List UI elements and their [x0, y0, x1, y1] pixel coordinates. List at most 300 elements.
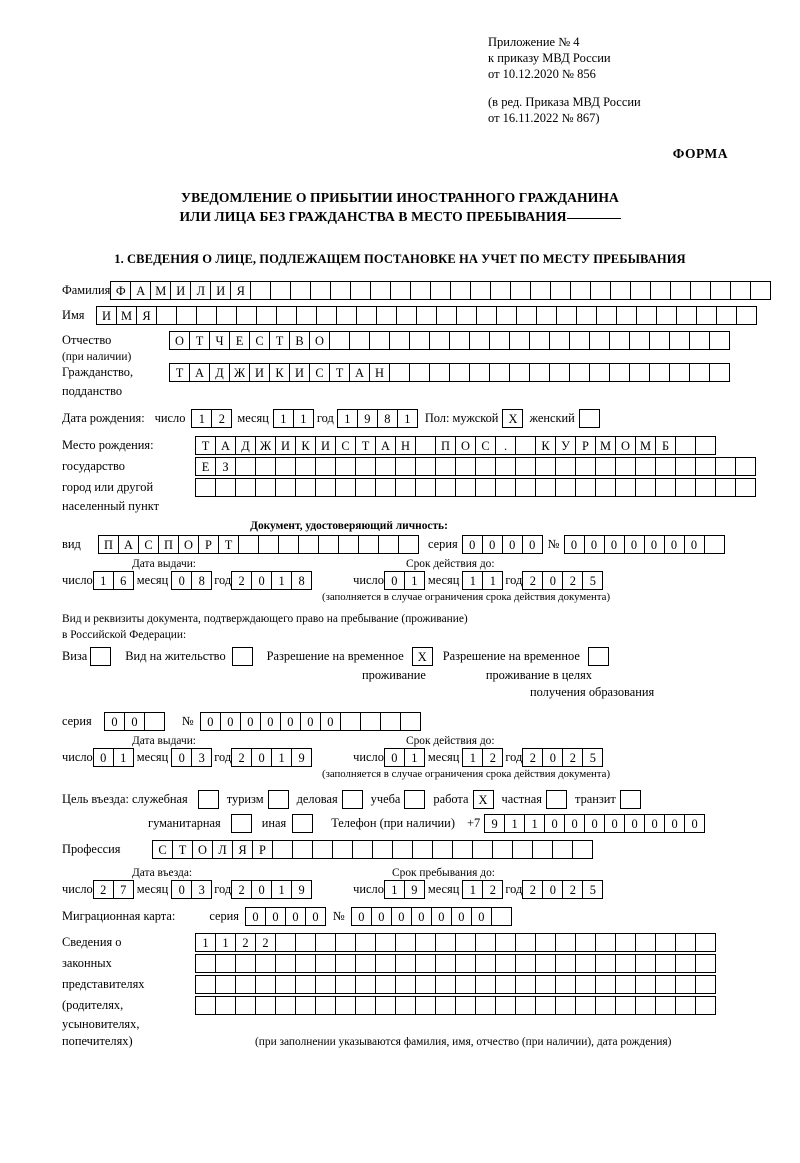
form-cell[interactable]: [176, 306, 197, 325]
form-cell[interactable]: [709, 363, 730, 382]
form-cell[interactable]: [615, 457, 636, 476]
form-cell[interactable]: [275, 478, 296, 497]
form-cell[interactable]: [509, 331, 530, 350]
form-cell[interactable]: 0: [305, 907, 326, 926]
form-cell[interactable]: 2: [231, 571, 252, 590]
form-cell[interactable]: [355, 933, 376, 952]
form-cell[interactable]: 0: [644, 535, 665, 554]
form-cell[interactable]: [390, 281, 411, 300]
form-cell[interactable]: 0: [584, 535, 605, 554]
form-cell[interactable]: Ч: [209, 331, 230, 350]
form-cell[interactable]: С: [475, 436, 496, 455]
form-cell[interactable]: [472, 840, 493, 859]
form-cell[interactable]: 0: [280, 712, 301, 731]
form-cell[interactable]: [670, 281, 691, 300]
form-cell[interactable]: [430, 281, 451, 300]
sex-female-checkbox[interactable]: [579, 409, 600, 428]
form-cell[interactable]: [292, 840, 313, 859]
form-cell[interactable]: А: [349, 363, 370, 382]
form-cell[interactable]: О: [309, 331, 330, 350]
form-cell[interactable]: [340, 712, 361, 731]
form-cell[interactable]: П: [98, 535, 119, 554]
form-cell[interactable]: [275, 933, 296, 952]
form-cell[interactable]: [676, 306, 697, 325]
form-cell[interactable]: Н: [395, 436, 416, 455]
form-cell[interactable]: [530, 281, 551, 300]
form-cell[interactable]: [395, 933, 416, 952]
legal-rep-line3-input[interactable]: [195, 975, 715, 994]
form-cell[interactable]: 1: [113, 748, 134, 767]
form-cell[interactable]: [335, 954, 356, 973]
form-cell[interactable]: С: [249, 331, 270, 350]
form-cell[interactable]: [589, 331, 610, 350]
stay-day-input[interactable]: [384, 880, 424, 899]
form-cell[interactable]: 9: [357, 409, 378, 428]
form-cell[interactable]: [576, 306, 597, 325]
valid-month-input[interactable]: [462, 571, 502, 590]
form-cell[interactable]: К: [295, 436, 316, 455]
form-cell[interactable]: [429, 363, 450, 382]
purpose-other-checkbox[interactable]: [292, 814, 313, 833]
form-cell[interactable]: 0: [522, 535, 543, 554]
form-cell[interactable]: [669, 331, 690, 350]
form-cell[interactable]: И: [315, 436, 336, 455]
form-cell[interactable]: [595, 996, 616, 1015]
form-cell[interactable]: [338, 535, 359, 554]
form-cell[interactable]: [695, 478, 716, 497]
surname-input[interactable]: [110, 281, 770, 300]
purpose-work-checkbox[interactable]: X: [473, 790, 494, 809]
form-cell[interactable]: Р: [198, 535, 219, 554]
form-cell[interactable]: [535, 457, 556, 476]
form-cell[interactable]: [378, 535, 399, 554]
form-cell[interactable]: Ж: [255, 436, 276, 455]
form-cell[interactable]: [332, 840, 353, 859]
form-cell[interactable]: [550, 281, 571, 300]
form-cell[interactable]: [489, 363, 510, 382]
form-cell[interactable]: [555, 933, 576, 952]
form-cell[interactable]: [575, 975, 596, 994]
form-cell[interactable]: [356, 306, 377, 325]
form-cell[interactable]: [395, 478, 416, 497]
form-cell[interactable]: 0: [265, 907, 286, 926]
form-cell[interactable]: [510, 281, 531, 300]
form-cell[interactable]: [552, 840, 573, 859]
migration-series-input[interactable]: [245, 907, 325, 926]
form-cell[interactable]: [555, 996, 576, 1015]
form-cell[interactable]: 2: [562, 880, 583, 899]
form-cell[interactable]: [675, 954, 696, 973]
form-cell[interactable]: К: [535, 436, 556, 455]
form-cell[interactable]: М: [595, 436, 616, 455]
form-cell[interactable]: [596, 306, 617, 325]
form-cell[interactable]: 2: [211, 409, 232, 428]
form-cell[interactable]: [495, 457, 516, 476]
form-cell[interactable]: [535, 933, 556, 952]
form-cell[interactable]: [295, 996, 316, 1015]
form-cell[interactable]: [435, 457, 456, 476]
sex-male-checkbox[interactable]: X: [502, 409, 523, 428]
form-cell[interactable]: [449, 331, 470, 350]
form-cell[interactable]: [750, 281, 771, 300]
form-cell[interactable]: И: [210, 281, 231, 300]
form-cell[interactable]: [355, 975, 376, 994]
valid-day-input[interactable]: [384, 571, 424, 590]
form-cell[interactable]: [455, 975, 476, 994]
form-cell[interactable]: М: [116, 306, 137, 325]
form-cell[interactable]: [495, 954, 516, 973]
form-cell[interactable]: Ф: [110, 281, 131, 300]
form-cell[interactable]: [515, 975, 536, 994]
form-cell[interactable]: 0: [482, 535, 503, 554]
form-cell[interactable]: [735, 457, 756, 476]
form-cell[interactable]: [490, 281, 511, 300]
form-cell[interactable]: 9: [484, 814, 505, 833]
form-cell[interactable]: 1: [384, 880, 405, 899]
form-cell[interactable]: [655, 933, 676, 952]
form-cell[interactable]: Т: [218, 535, 239, 554]
doc-series-input[interactable]: [462, 535, 542, 554]
form-cell[interactable]: [275, 996, 296, 1015]
form-cell[interactable]: 0: [431, 907, 452, 926]
form-cell[interactable]: [358, 535, 379, 554]
form-cell[interactable]: 9: [404, 880, 425, 899]
right-series-input[interactable]: [104, 712, 164, 731]
form-cell[interactable]: 1: [195, 933, 216, 952]
form-cell[interactable]: 3: [191, 748, 212, 767]
form-cell[interactable]: [415, 975, 436, 994]
form-cell[interactable]: 5: [582, 748, 603, 767]
form-cell[interactable]: Е: [229, 331, 250, 350]
form-cell[interactable]: [655, 996, 676, 1015]
patronymic-input[interactable]: [169, 331, 729, 350]
form-cell[interactable]: [589, 363, 610, 382]
form-cell[interactable]: [590, 281, 611, 300]
doc-kind-input[interactable]: [98, 535, 418, 554]
form-cell[interactable]: [704, 535, 725, 554]
form-cell[interactable]: [335, 975, 356, 994]
form-cell[interactable]: [715, 478, 736, 497]
form-cell[interactable]: [655, 457, 676, 476]
form-cell[interactable]: Т: [195, 436, 216, 455]
form-cell[interactable]: [532, 840, 553, 859]
form-cell[interactable]: 2: [482, 748, 503, 767]
form-cell[interactable]: [496, 306, 517, 325]
form-cell[interactable]: [215, 954, 236, 973]
form-cell[interactable]: 1: [271, 571, 292, 590]
form-cell[interactable]: Н: [369, 363, 390, 382]
form-cell[interactable]: Т: [169, 363, 190, 382]
form-cell[interactable]: [216, 306, 237, 325]
form-cell[interactable]: [355, 996, 376, 1015]
form-cell[interactable]: .: [495, 436, 516, 455]
form-cell[interactable]: 8: [191, 571, 212, 590]
form-cell[interactable]: [595, 933, 616, 952]
form-cell[interactable]: [315, 975, 336, 994]
form-cell[interactable]: 0: [502, 535, 523, 554]
form-cell[interactable]: [529, 331, 550, 350]
form-cell[interactable]: [610, 281, 631, 300]
form-cell[interactable]: [436, 306, 457, 325]
form-cell[interactable]: 3: [191, 880, 212, 899]
form-cell[interactable]: 0: [371, 907, 392, 926]
form-cell[interactable]: [435, 975, 456, 994]
form-cell[interactable]: [272, 840, 293, 859]
form-cell[interactable]: [215, 996, 236, 1015]
form-cell[interactable]: [492, 840, 513, 859]
form-cell[interactable]: [512, 840, 533, 859]
issue-day-input[interactable]: [93, 571, 133, 590]
form-cell[interactable]: [636, 306, 657, 325]
form-cell[interactable]: [655, 478, 676, 497]
right-issue-day-input[interactable]: [93, 748, 133, 767]
form-cell[interactable]: П: [435, 436, 456, 455]
form-cell[interactable]: 0: [124, 712, 145, 731]
form-cell[interactable]: [196, 306, 217, 325]
form-cell[interactable]: Т: [269, 331, 290, 350]
form-cell[interactable]: А: [130, 281, 151, 300]
form-cell[interactable]: [549, 363, 570, 382]
form-cell[interactable]: 1: [271, 748, 292, 767]
form-cell[interactable]: 0: [542, 880, 563, 899]
legal-rep-line1-input[interactable]: [195, 933, 715, 952]
form-cell[interactable]: [195, 996, 216, 1015]
form-cell[interactable]: 1: [404, 748, 425, 767]
form-cell[interactable]: [355, 954, 376, 973]
form-cell[interactable]: [515, 933, 536, 952]
form-cell[interactable]: [635, 975, 656, 994]
valid-year-input[interactable]: [522, 571, 602, 590]
birthplace-line1-input[interactable]: [195, 436, 715, 455]
form-cell[interactable]: [695, 933, 716, 952]
form-cell[interactable]: 1: [337, 409, 358, 428]
form-cell[interactable]: [352, 840, 373, 859]
form-cell[interactable]: [395, 457, 416, 476]
form-cell[interactable]: [310, 281, 331, 300]
form-cell[interactable]: [316, 306, 337, 325]
form-cell[interactable]: [630, 281, 651, 300]
form-cell[interactable]: [409, 331, 430, 350]
temp-residence-checkbox[interactable]: X: [412, 647, 433, 666]
form-cell[interactable]: 0: [564, 814, 585, 833]
form-cell[interactable]: 0: [544, 814, 565, 833]
form-cell[interactable]: [570, 281, 591, 300]
form-cell[interactable]: [575, 933, 596, 952]
entry-year-input[interactable]: [231, 880, 311, 899]
form-cell[interactable]: 1: [273, 409, 294, 428]
form-cell[interactable]: [435, 996, 456, 1015]
form-cell[interactable]: О: [169, 331, 190, 350]
form-cell[interactable]: [476, 306, 497, 325]
form-cell[interactable]: 0: [171, 571, 192, 590]
form-cell[interactable]: [695, 457, 716, 476]
form-cell[interactable]: [529, 363, 550, 382]
form-cell[interactable]: [250, 281, 271, 300]
form-cell[interactable]: 0: [260, 712, 281, 731]
form-cell[interactable]: [238, 535, 259, 554]
form-cell[interactable]: [556, 306, 577, 325]
form-cell[interactable]: [195, 975, 216, 994]
form-cell[interactable]: У: [555, 436, 576, 455]
form-cell[interactable]: [449, 363, 470, 382]
form-cell[interactable]: Я: [230, 281, 251, 300]
profession-input[interactable]: [152, 840, 592, 859]
form-cell[interactable]: [569, 331, 590, 350]
form-cell[interactable]: Л: [212, 840, 233, 859]
form-cell[interactable]: [595, 457, 616, 476]
form-cell[interactable]: [329, 331, 350, 350]
form-cell[interactable]: [270, 281, 291, 300]
form-cell[interactable]: Т: [329, 363, 350, 382]
form-cell[interactable]: [695, 436, 716, 455]
form-cell[interactable]: [475, 954, 496, 973]
form-cell[interactable]: 2: [231, 748, 252, 767]
form-cell[interactable]: [495, 996, 516, 1015]
doc-number-input[interactable]: [564, 535, 724, 554]
form-cell[interactable]: 0: [604, 814, 625, 833]
stay-month-input[interactable]: [462, 880, 502, 899]
form-cell[interactable]: [398, 535, 419, 554]
form-cell[interactable]: 0: [604, 535, 625, 554]
form-cell[interactable]: [235, 954, 256, 973]
form-cell[interactable]: 1: [293, 409, 314, 428]
form-cell[interactable]: 0: [285, 907, 306, 926]
form-cell[interactable]: [629, 331, 650, 350]
form-cell[interactable]: О: [178, 535, 199, 554]
form-cell[interactable]: [495, 933, 516, 952]
purpose-study-checkbox[interactable]: [404, 790, 425, 809]
form-cell[interactable]: 0: [462, 535, 483, 554]
form-cell[interactable]: [195, 478, 216, 497]
form-cell[interactable]: [415, 996, 436, 1015]
form-cell[interactable]: [655, 954, 676, 973]
form-cell[interactable]: 1: [504, 814, 525, 833]
birth-day-input[interactable]: [191, 409, 231, 428]
form-cell[interactable]: [144, 712, 165, 731]
form-cell[interactable]: [258, 535, 279, 554]
form-cell[interactable]: [595, 478, 616, 497]
form-cell[interactable]: 0: [564, 535, 585, 554]
form-cell[interactable]: [318, 535, 339, 554]
form-cell[interactable]: [296, 306, 317, 325]
form-cell[interactable]: 0: [300, 712, 321, 731]
form-cell[interactable]: [555, 954, 576, 973]
form-cell[interactable]: 8: [377, 409, 398, 428]
form-cell[interactable]: [572, 840, 593, 859]
form-cell[interactable]: М: [635, 436, 656, 455]
form-cell[interactable]: [389, 363, 410, 382]
form-cell[interactable]: 1: [397, 409, 418, 428]
form-cell[interactable]: [395, 954, 416, 973]
form-cell[interactable]: [615, 933, 636, 952]
form-cell[interactable]: [675, 478, 696, 497]
form-cell[interactable]: 1: [482, 571, 503, 590]
form-cell[interactable]: О: [192, 840, 213, 859]
form-cell[interactable]: З: [215, 457, 236, 476]
form-cell[interactable]: [335, 478, 356, 497]
form-cell[interactable]: [360, 712, 381, 731]
stay-year-input[interactable]: [522, 880, 602, 899]
entry-day-input[interactable]: [93, 880, 133, 899]
form-cell[interactable]: 0: [351, 907, 372, 926]
form-cell[interactable]: 0: [644, 814, 665, 833]
form-cell[interactable]: [675, 436, 696, 455]
form-cell[interactable]: [736, 306, 757, 325]
visa-checkbox[interactable]: [90, 647, 111, 666]
form-cell[interactable]: [392, 840, 413, 859]
form-cell[interactable]: [195, 954, 216, 973]
form-cell[interactable]: 0: [93, 748, 114, 767]
form-cell[interactable]: [615, 996, 636, 1015]
form-cell[interactable]: [255, 954, 276, 973]
form-cell[interactable]: [375, 457, 396, 476]
form-cell[interactable]: [295, 457, 316, 476]
form-cell[interactable]: [535, 478, 556, 497]
right-valid-month-input[interactable]: [462, 748, 502, 767]
form-cell[interactable]: [690, 281, 711, 300]
form-cell[interactable]: [456, 306, 477, 325]
form-cell[interactable]: С: [152, 840, 173, 859]
form-cell[interactable]: [415, 954, 436, 973]
form-cell[interactable]: Д: [235, 436, 256, 455]
form-cell[interactable]: [376, 306, 397, 325]
form-cell[interactable]: Л: [190, 281, 211, 300]
form-cell[interactable]: [455, 933, 476, 952]
name-input[interactable]: [96, 306, 756, 325]
right-issue-month-input[interactable]: [171, 748, 211, 767]
form-cell[interactable]: [256, 306, 277, 325]
form-cell[interactable]: И: [170, 281, 191, 300]
form-cell[interactable]: [255, 996, 276, 1015]
form-cell[interactable]: П: [158, 535, 179, 554]
form-cell[interactable]: Я: [232, 840, 253, 859]
form-cell[interactable]: [396, 306, 417, 325]
form-cell[interactable]: [375, 954, 396, 973]
form-cell[interactable]: [695, 954, 716, 973]
form-cell[interactable]: [555, 457, 576, 476]
form-cell[interactable]: [730, 281, 751, 300]
form-cell[interactable]: [555, 478, 576, 497]
phone-input[interactable]: [484, 814, 704, 833]
form-cell[interactable]: [675, 933, 696, 952]
form-cell[interactable]: В: [289, 331, 310, 350]
form-cell[interactable]: [595, 975, 616, 994]
form-cell[interactable]: [335, 996, 356, 1015]
form-cell[interactable]: [535, 954, 556, 973]
form-cell[interactable]: [635, 478, 656, 497]
form-cell[interactable]: [575, 478, 596, 497]
form-cell[interactable]: [315, 996, 336, 1015]
purpose-business-checkbox[interactable]: [342, 790, 363, 809]
form-cell[interactable]: [629, 363, 650, 382]
form-cell[interactable]: [491, 907, 512, 926]
form-cell[interactable]: [515, 954, 536, 973]
form-cell[interactable]: [695, 996, 716, 1015]
form-cell[interactable]: [235, 457, 256, 476]
form-cell[interactable]: 0: [542, 571, 563, 590]
form-cell[interactable]: 5: [582, 571, 603, 590]
form-cell[interactable]: [375, 996, 396, 1015]
form-cell[interactable]: [236, 306, 257, 325]
form-cell[interactable]: Я: [136, 306, 157, 325]
form-cell[interactable]: 0: [104, 712, 125, 731]
form-cell[interactable]: [335, 457, 356, 476]
form-cell[interactable]: [635, 996, 656, 1015]
legal-rep-line2-input[interactable]: [195, 954, 715, 973]
form-cell[interactable]: Е: [195, 457, 216, 476]
form-cell[interactable]: [275, 954, 296, 973]
form-cell[interactable]: [389, 331, 410, 350]
